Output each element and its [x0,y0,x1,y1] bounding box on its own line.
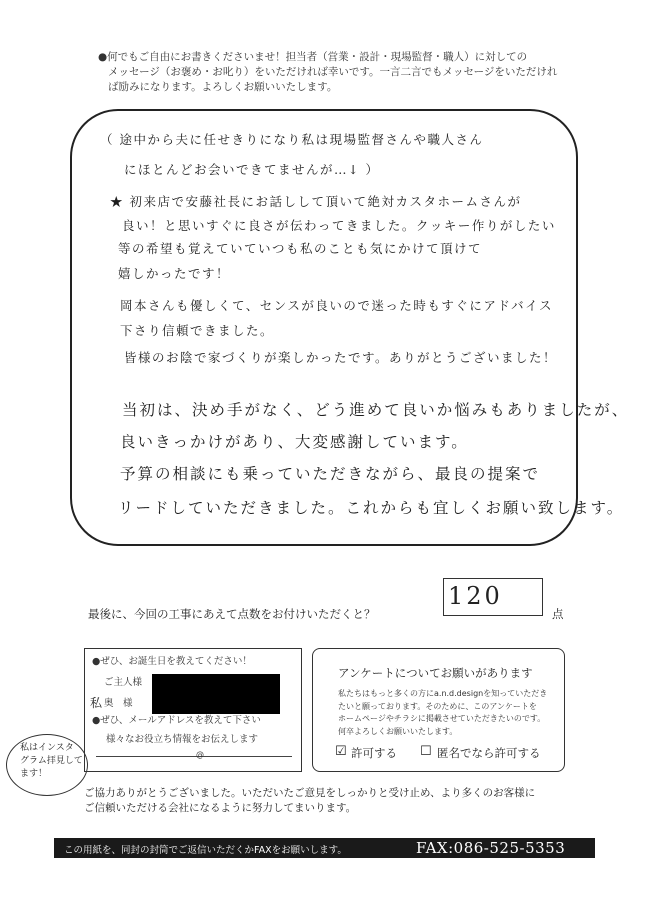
wife-birthday-redacted [152,694,280,714]
request-body-line: 何卒よろしくお願いいたします。 [338,726,458,736]
score-unit: 点 [552,607,564,621]
footer-bar [54,838,595,858]
message-line: ★ 初来店で安藤社長にお話しして頂いて絶対カスタホームさんが [110,194,522,209]
score-value: 120 [448,582,503,610]
at-sign: @ [196,750,204,759]
request-body [338,688,547,738]
message-line: 皆様のお陰で家づくりが楽しかったです。ありがとうございました！ [124,350,558,365]
request-heading: アンケートについてお願いがあります [338,666,533,680]
margin-note-line: ます！ [20,769,48,779]
closing-line-2: ご信頼いただける会社になるように努力してまいります。 [84,802,357,814]
message-line: 良い！と思いすぐに良さが伝わってきました。クッキー作りがしたい [122,218,556,233]
message-line: にほとんどお会いできてませんが…↓ ） [124,162,380,177]
husband-birthday-redacted [152,674,280,694]
request-body-line: 私たちはもっと多くの方にa.n.d.designを知っていただき [338,689,548,698]
email-field[interactable] [96,756,292,757]
message-line: 岡本さんも優しくて、センスが良いので迷った時もすぐにアドバイス [120,298,554,313]
closing-line-1: ご協力ありがとうございました。いただいたご意見をしっかりと受け止め、より多くのお客様に [84,787,536,799]
message-line: 等の希望も覚えていていつも私のことも気にかけて頂けて [118,241,483,256]
margin-note [20,742,83,781]
message-line: 嬉しかったです！ [118,266,231,281]
allow-label: 許可する [351,746,397,760]
message-line: 予算の相談にも乗っていただきながら、最良の提案で [120,465,541,483]
intro-line-2: メッセージ（お褒め・お叱り）をいただければ幸いです。一言二言でもメッセージをいただけれ [108,66,558,78]
intro-line-3: ば励みになります。よろしくお願いいたします。 [108,81,338,93]
fax-number: FAX:086-525-5353 [416,839,566,857]
request-body-line: たいと願っております。そのために、このアンケートを [338,701,537,711]
intro-line-1: ●何でもご自由にお書きくださいませ！担当者（営業・設計・現場監督・職人）に対しての [98,51,528,63]
wife-prefix: 私 [90,696,103,710]
footer-note: この用紙を、同封の封筒でご返信いただくかFAXをお願いします。 [64,845,347,856]
margin-note-line: グラム拝見して [20,756,83,766]
message-line: 当初は、決め手がなく、どう進めて良いか悩みもありましたが、 [122,401,630,419]
closing-text [84,786,535,816]
message-line: 良いきっかけがあり、大変感謝しています。 [120,433,469,451]
anon-checkbox[interactable]: ☐ [420,744,432,759]
wife-label: 奥 様 [104,698,133,709]
message-line: 下さり信頼できました。 [120,323,275,338]
message-line: リードしていただきました。これからも宜しくお願い致します。 [118,499,625,517]
intro-text [98,50,568,95]
margin-note-line: 私はインスタ [20,743,74,753]
email-note: 様々なお役立ち情報をお伝えします [106,734,259,745]
score-question: 最後に、今回の工事にあえて点数をお付けいただくと？ [88,607,376,621]
allow-checkbox[interactable]: ☑ [335,744,347,759]
message-line: （ 途中から夫に任せきりになり私は現場監督さんや職人さん [100,132,484,147]
birthday-heading: ●ぜひ、お誕生日を教えてください！ [92,656,252,667]
husband-label: ご主人様 [104,677,143,688]
email-heading: ●ぜひ、メールアドレスを教えて下さい [92,715,261,726]
request-body-line: ホームページやチラシに掲載させていただきたいのです。 [338,714,546,723]
anon-label: 匿名でなら許可する [437,746,541,760]
